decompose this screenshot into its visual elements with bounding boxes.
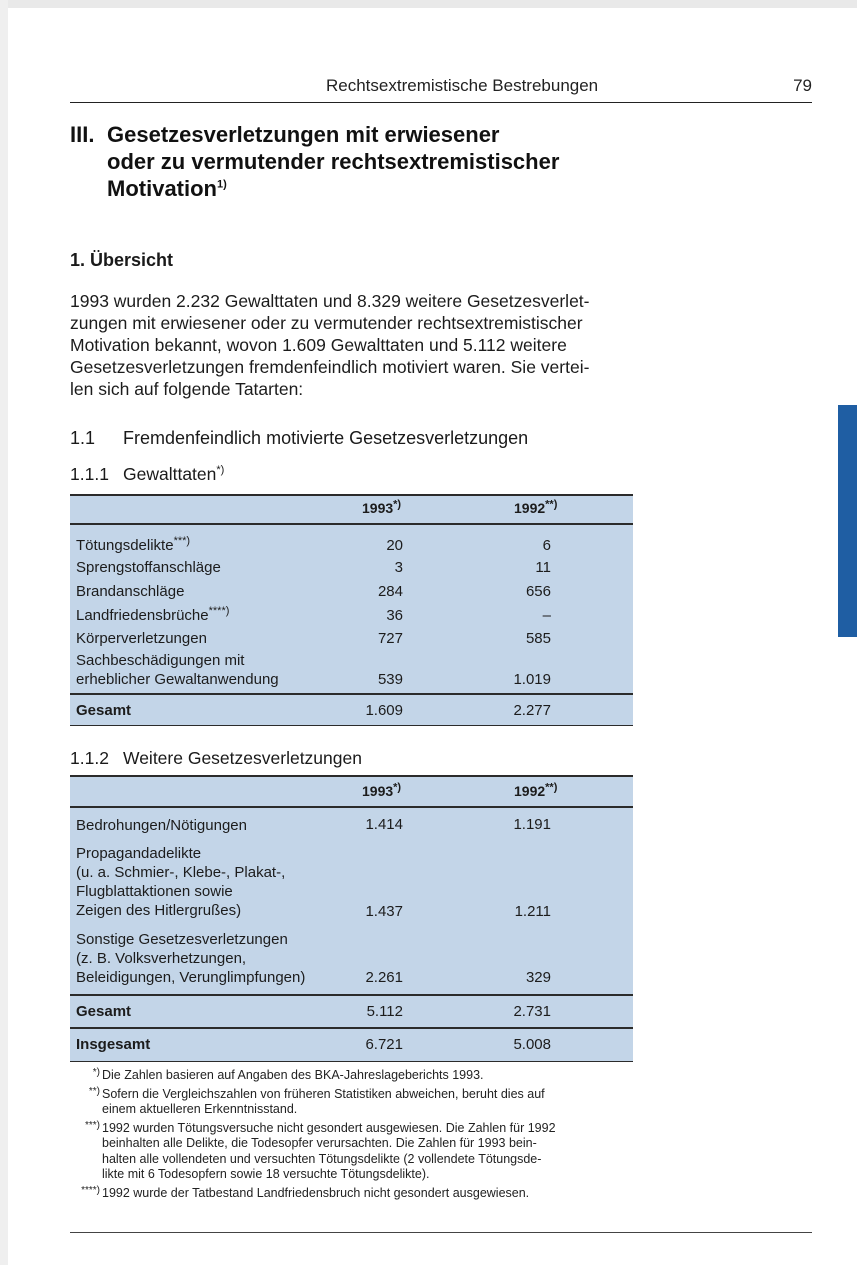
footnote-mark: ****)	[81, 1184, 100, 1196]
running-header	[70, 74, 812, 103]
row-label: Insgesamt	[76, 1036, 151, 1053]
section-numeral: III.	[70, 122, 95, 147]
value-1993: 3	[394, 559, 403, 576]
table-header-row	[70, 496, 633, 525]
table-row	[70, 808, 633, 840]
footnote-line: halten alle vollendeten und versuchten Tötungsdelikte (2 vollendete Tötungsde-	[102, 1151, 542, 1166]
heading-text: Fremdenfeindlich motivierte Gesetzesverletzungen	[123, 428, 529, 448]
row-label: Tötungsdelikte***)	[76, 535, 191, 554]
table-grand-total-row	[70, 1027, 633, 1061]
row-label: Propagandadelikte (u. a. Schmier-, Klebe-, Plakat-, Flugblattaktionen sowie Zeigen des Hitlergrußes)	[76, 845, 286, 919]
value-1992: 5.008	[513, 1036, 551, 1053]
section-title	[70, 121, 670, 202]
value-1993: 284	[377, 583, 403, 600]
value-1992: 11	[535, 559, 551, 576]
footnote-mark: **)	[88, 1085, 100, 1097]
column-header-1993: 1993*)	[362, 781, 402, 799]
table-total-row	[70, 994, 633, 1027]
heading-text: Weitere Gesetzesverletzungen	[123, 748, 362, 768]
value-1992: 656	[525, 583, 551, 600]
table-row	[70, 596, 633, 624]
heading-number: 1.1.1	[70, 464, 109, 484]
header-title: Rechtsextremistische Bestrebungen	[326, 76, 599, 95]
table-row	[70, 840, 633, 926]
table-row	[70, 643, 633, 693]
table-total-row	[70, 693, 633, 725]
column-header-1992: 1992**)	[514, 498, 558, 516]
section-title-line2: oder zu vermutender rechtsextremistischer	[107, 149, 560, 174]
value-1993: 1.437	[365, 903, 403, 920]
row-label: Landfriedensbrüche****)	[76, 605, 230, 624]
value-1993: 2.261	[365, 969, 403, 986]
value-1992: –	[542, 607, 551, 624]
value-1992: 1.019	[513, 671, 551, 688]
intro-line: len sich auf folgende Tatarten:	[70, 379, 304, 399]
value-1993: 727	[377, 630, 403, 647]
value-1993: 36	[386, 607, 403, 624]
row-label: Gesamt	[76, 1003, 132, 1020]
page-number: 79	[793, 76, 812, 95]
section-title-footnote-ref: 1)	[217, 178, 227, 191]
intro-line: Motivation bekannt, wovon 1.609 Gewalttaten und 5.112 weitere	[70, 335, 567, 355]
footnote	[82, 1087, 634, 1118]
table-row	[70, 572, 633, 600]
heading-1-1	[70, 428, 528, 449]
row-label: Brandanschläge	[76, 583, 185, 600]
page-edge-left	[0, 0, 8, 1265]
value-1993: 6.721	[365, 1036, 403, 1053]
section-title-line3: Motivation	[107, 176, 217, 201]
heading-1-1-1	[70, 464, 224, 485]
page-edge-top	[0, 0, 857, 8]
row-label: Gesamt	[76, 702, 132, 719]
value-1992: 585	[525, 630, 551, 647]
section-title-line1: Gesetzesverletzungen mit erwiesener	[107, 122, 500, 147]
table-row	[70, 548, 633, 576]
value-1993: 20	[386, 537, 403, 554]
table-row	[70, 619, 633, 647]
value-1992: 2.277	[513, 702, 551, 719]
row-label: Sonstige Gesetzesverletzungen (z. B. Volksverhetzungen, Beleidigungen, Verunglimpfungen)	[76, 931, 306, 986]
footnote	[82, 1121, 634, 1183]
heading-text: Gewalttaten	[123, 464, 217, 484]
footnote-line: Sofern die Vergleichszahlen von früheren Statistiken abweichen, beruht dies auf	[102, 1086, 545, 1101]
bottom-rule	[70, 1232, 812, 1233]
row-label: Körperverletzungen	[76, 630, 207, 647]
footnote-line: beinhalten alle Delikte, die Todesopfer verursachten. Die Zahlen für 1993 bein-	[102, 1136, 537, 1150]
footnote-mark: ***)	[84, 1119, 100, 1131]
other-offences-table	[70, 775, 633, 1062]
chapter-side-tab	[838, 405, 857, 637]
footnote	[82, 1068, 634, 1084]
footnotes	[82, 1068, 634, 1204]
footnote	[82, 1186, 634, 1202]
table-row	[70, 525, 633, 554]
table-header-row	[70, 777, 633, 808]
value-1992: 1.211	[514, 903, 551, 920]
value-1992: 1.191	[513, 816, 551, 833]
value-1992: 329	[525, 969, 551, 986]
intro-line: 1993 wurden 2.232 Gewalttaten und 8.329 weitere Gesetzesverlet-	[70, 291, 590, 311]
violent-crimes-table	[70, 494, 633, 726]
value-1993: 5.112	[366, 1003, 403, 1020]
footnote-mark: *)	[92, 1067, 100, 1078]
heading-footnote-ref: *)	[216, 464, 225, 477]
intro-line: Gesetzesverletzungen fremdenfeindlich motiviert waren. Sie vertei-	[70, 357, 590, 377]
row-label: Sachbeschädigungen mit erheblicher Gewaltanwendung	[76, 652, 279, 688]
column-header-1993: 1993*)	[362, 498, 402, 516]
value-1993: 539	[377, 671, 403, 688]
footnote-line: einem aktuelleren Erkenntnisstand.	[102, 1102, 298, 1116]
intro-paragraph	[70, 290, 640, 400]
value-1993: 1.414	[365, 816, 403, 833]
heading-1-1-2	[70, 748, 362, 769]
subsection-heading: 1. Übersicht	[70, 250, 174, 270]
column-header-1992: 1992**)	[514, 781, 558, 799]
intro-line: zungen mit erwiesener oder zu vermutender rechtsextremistischer	[70, 313, 583, 333]
value-1992: 2.731	[513, 1003, 551, 1020]
footnote-line: 1992 wurden Tötungsversuche nicht gesondert ausgewiesen. Die Zahlen für 1992	[102, 1120, 556, 1135]
table-row	[70, 926, 633, 994]
row-label: Bedrohungen/Nötigungen	[76, 817, 247, 834]
heading-number: 1.1	[70, 428, 96, 448]
footnote-line: 1992 wurde der Tatbestand Landfriedensbruch nicht gesondert ausgewiesen.	[102, 1185, 530, 1200]
row-label: Sprengstoffanschläge	[76, 559, 221, 576]
value-1992: 6	[542, 537, 551, 554]
heading-number: 1.1.2	[70, 748, 109, 768]
value-1993: 1.609	[365, 702, 403, 719]
footnote-line: Die Zahlen basieren auf Angaben des BKA-Jahreslageberichts 1993.	[102, 1068, 484, 1082]
footnote-line: likte mit 6 Todesopfern sowie 18 versuchte Tötungsdelikte).	[102, 1167, 430, 1181]
